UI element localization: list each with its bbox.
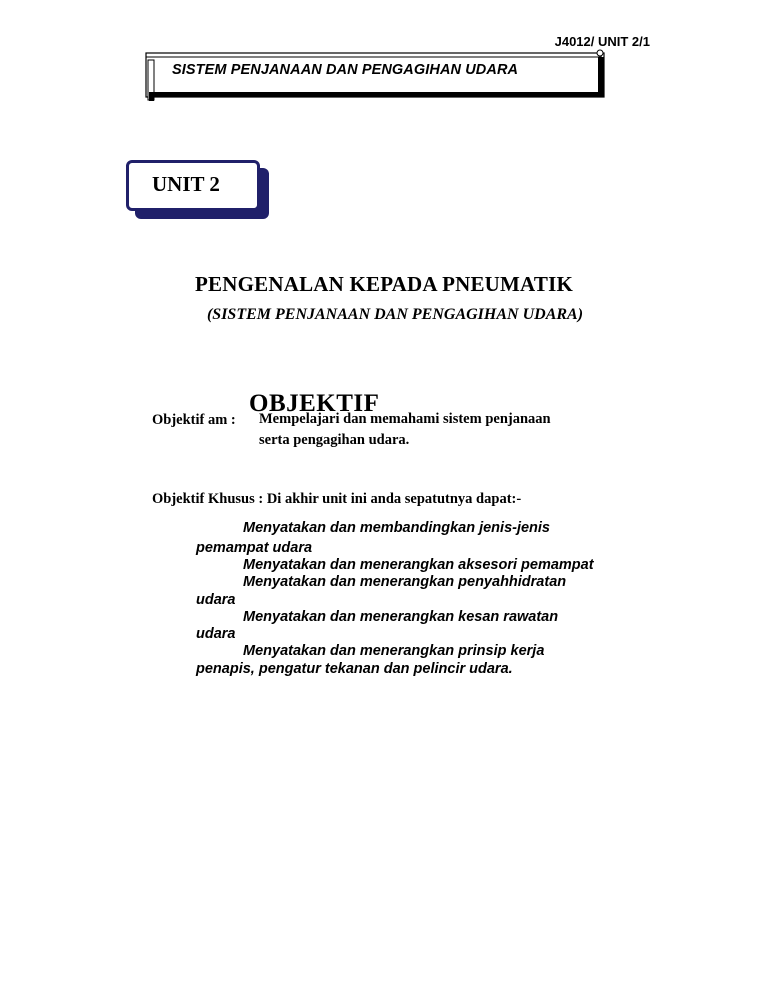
list-item: Menyatakan dan membandingkan jenis-jenis: [243, 520, 550, 536]
general-objective-text: serta pengagihan udara.: [259, 432, 410, 448]
unit-label: UNIT 2: [152, 172, 220, 196]
list-item-continuation: udara: [196, 626, 236, 642]
list-item-continuation: pemampat udara: [196, 540, 313, 556]
general-objective-label: Objektif am :: [152, 412, 236, 428]
list-item: Menyatakan dan menerangkan penyahhidratan: [243, 574, 567, 590]
general-objective-text: Mempelajari dan memahami sistem penjanaan: [259, 411, 551, 427]
sub-title: (SISTEM PENJANAAN DAN PENGAGIHAN UDARA): [206, 306, 584, 323]
page-code: J4012/ UNIT 2/1: [554, 34, 650, 49]
list-item: Menyatakan dan menerangkan kesan rawatan: [243, 609, 559, 625]
list-item: Menyatakan dan menerangkan aksesori pemampat: [243, 557, 594, 573]
list-item-continuation: penapis, pengatur tekanan dan pelincir udara.: [196, 661, 513, 677]
specific-objective-intro: Objektif Khusus : Di akhir unit ini anda sepatutnya dapat:-: [152, 491, 522, 507]
banner-title: SISTEM PENJANAAN DAN PENGAGIHAN UDARA: [172, 62, 519, 78]
list-item-continuation: udara: [196, 592, 236, 608]
list-item: Menyatakan dan menerangkan prinsip kerja: [243, 643, 545, 659]
objective-heading: OBJEKTIF: [249, 390, 380, 417]
main-title: PENGENALAN KEPADA PNEUMATIK: [195, 272, 573, 296]
